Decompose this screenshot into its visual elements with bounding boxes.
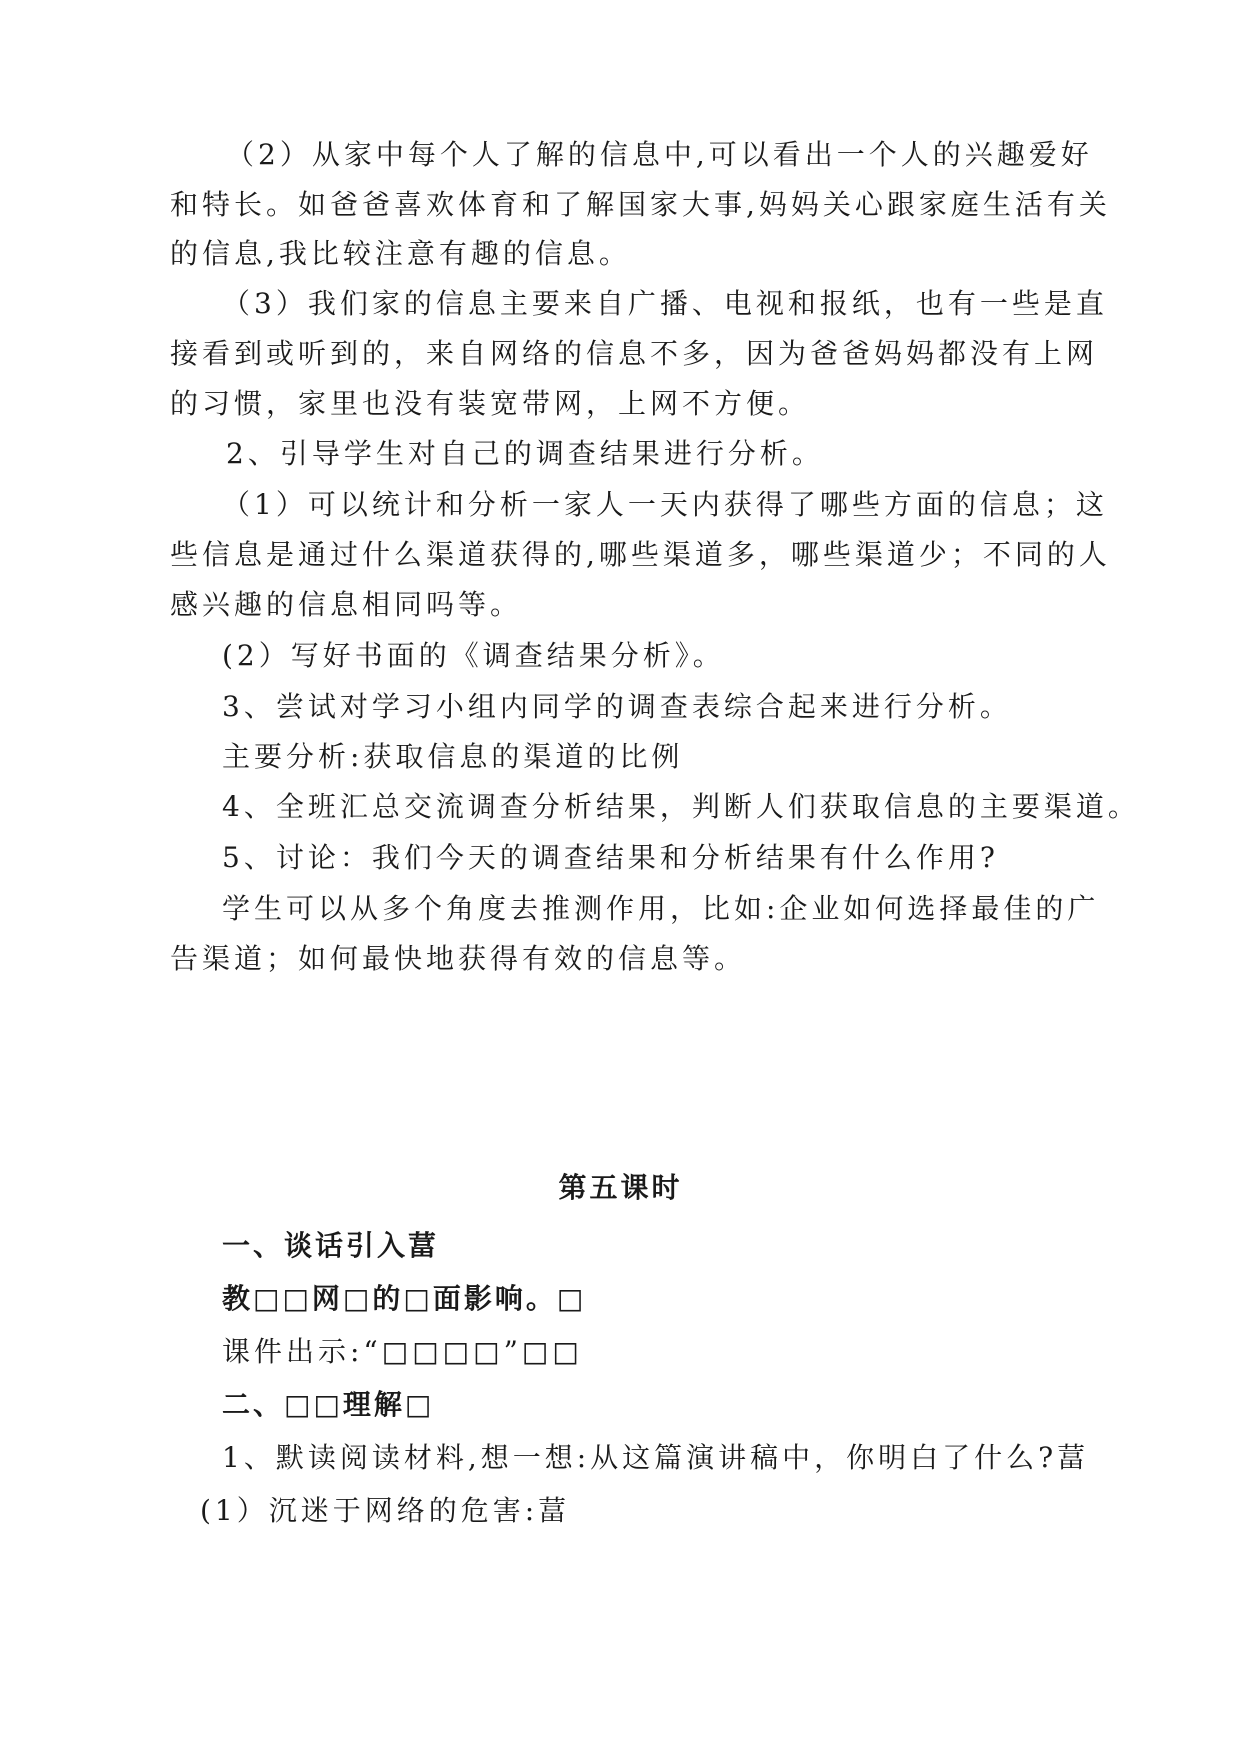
paragraph-line: 和特长。如爸爸喜欢体育和了解国家大事,妈妈关心跟家庭生活有关 xyxy=(170,188,1111,221)
paragraph-line: 学生可以从多个角度去推测作用，比如:企业如何选择最佳的广 xyxy=(222,892,1100,925)
lesson-title: 第五课时 xyxy=(558,1171,683,1204)
paragraph-line: (2）写好书面的《调查结果分析》。 xyxy=(222,639,725,672)
paragraph-line: 些信息是通过什么渠道获得的,哪些渠道多，哪些渠道少；不同的人 xyxy=(170,538,1111,571)
paragraph-line: 5、讨论：我们今天的调查结果和分析结果有什么作用? xyxy=(222,841,999,874)
paragraph-line: 感兴趣的信息相同吗等。 xyxy=(170,588,523,621)
paragraph-line: 主要分析:获取信息的渠道的比例 xyxy=(222,740,684,773)
courseware-line: 课件出示:“□□□□”□□ xyxy=(222,1335,583,1368)
paragraph-line: 2、引导学生对自己的调查结果进行分析。 xyxy=(226,437,824,470)
paragraph-line: 4、全班汇总交流调查分析结果，判断人们获取信息的主要渠道。 xyxy=(222,790,1140,823)
paragraph-line: 3、尝试对学习小组内同学的调查表综合起来进行分析。 xyxy=(222,690,1012,723)
paragraph-line: 告渠道；如何最快地获得有效的信息等。 xyxy=(170,942,747,975)
section-heading: 一、谈话引入葍 xyxy=(222,1229,440,1262)
paragraph-line: 的习惯，家里也没有装宽带网，上网不方便。 xyxy=(170,387,811,420)
paragraph-line: (1）沉迷于网络的危害:葍 xyxy=(200,1494,571,1527)
paragraph-line: 的信息,我比较注意有趣的信息。 xyxy=(170,237,631,270)
paragraph-line: （2）从家中每个人了解的信息中,可以看出一个人的兴趣爱好 xyxy=(226,138,1093,171)
paragraph-line: 接看到或听到的，来自网络的信息不多，因为爸爸妈妈都没有上网 xyxy=(170,337,1099,370)
bold-paragraph-line: 教□□网□的□面影响。□ xyxy=(222,1282,587,1315)
paragraph-line: （3）我们家的信息主要来自广播、电视和报纸，也有一些是直 xyxy=(222,287,1108,320)
paragraph-line: 1、默读阅读材料,想一想:从这篇演讲稿中，你明白了什么?葍 xyxy=(222,1441,1090,1474)
paragraph-line: （1）可以统计和分析一家人一天内获得了哪些方面的信息；这 xyxy=(222,488,1108,521)
section-heading: 二、□□理解□ xyxy=(222,1388,435,1421)
